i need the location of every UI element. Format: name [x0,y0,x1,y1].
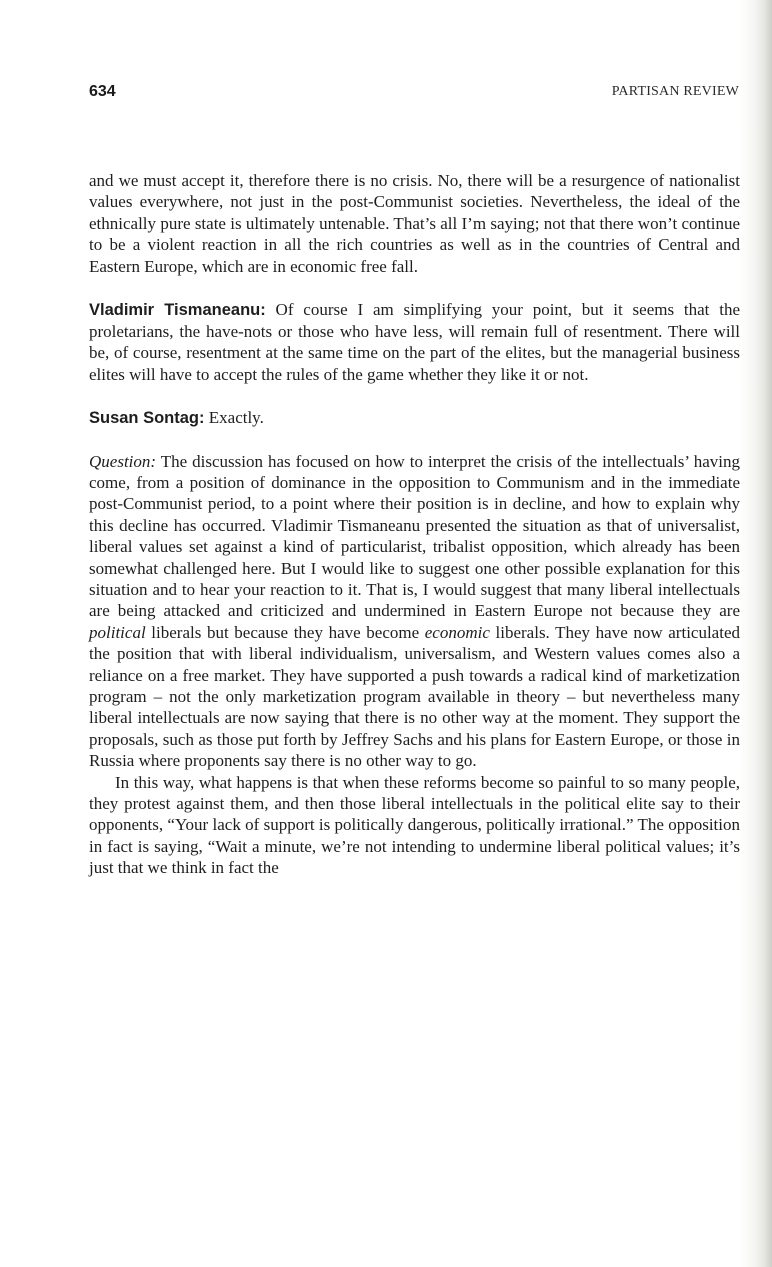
paragraph-question [89,451,740,772]
paragraph-sontag [89,407,740,429]
page-number: 634 [89,83,116,100]
speech-text: Exactly. [204,407,264,427]
question-label: Question: [89,451,157,471]
emphasis-political: political [89,622,146,642]
paragraph-continuation: and we must accept it, therefore there is no crisis. No, there will be a resurgence of nationalist values everywhere, not just in the post-Communist societies. Nevertheless, the ideal of the ethnically pure state is ultimately untenable. That’s all I’m saying; not that there won’t continue to be a violent reaction in all the rich countries as well as in the countries of Central and Eastern Europe, which are in economic free fall. [89,171,740,276]
paragraph-tismaneanu [89,299,740,386]
emphasis-economic: economic [424,622,490,642]
question-text-c: liberals. They have now articulated the position that with liberal individualism, universalism, and Western values comes also a reliance on a free market. They have supported a push towards a radical kind of marketization program – not the only marketization program available in theory – but nevertheless many liberal intellectuals are now saying that there is no other way at the moment. They support the proposals, such as those put forth by Jeffrey Sachs and his plans for Eastern Europe, or those in Russia where proponents say there is no other way to go. [89,622,740,771]
speaker-name: Vladimir Tismaneanu: [89,300,266,319]
running-head: PARTISAN REVIEW [611,84,739,99]
paragraph-question-continued: In this way, what happens is that when these reforms become so painful to so many people, they protest against them, and then those liberal intellectuals in the political elite say to their opponents, “Your lack of support is politically dangerous, politically irrational.” The opposition in fact is saying, “Wait a minute, we’re not intending to undermine liberal political values; it’s just that we think in fact the [89,772,740,878]
speech-text: Of course I am simplifying your point, but it seems that the proletarians, the have-nots or those who have less, will remain full of resentment. There will be, of course, resentment at the same time on the part of the elites, but the managerial business elites will have to accept the rules of the game whether they like it or not. [89,299,740,384]
body-text [89,170,740,879]
question-text-a: The discussion has focused on how to interpret the crisis of the intellectuals’ having come, from a position of dominance in the opposition to Communism and in the immediate post-Communist period, to a point where their position is in decline, and how to explain why this decline has occurred. Vladimir Tismaneanu presented the situation as that of universalist, liberal values set against a kind of particularist, tribalist opposition, which already has been somewhat challenged here. But I would like to suggest one other possible explanation for this situation and to hear your reaction to it. That is, I would suggest that many liberal intellectuals are being attacked and criticized and undermined in Eastern Europe not because they are [89,451,740,621]
speaker-name: Susan Sontag: [89,408,205,427]
question-text-b: liberals but because they have become [145,622,425,642]
page-header [89,83,739,105]
